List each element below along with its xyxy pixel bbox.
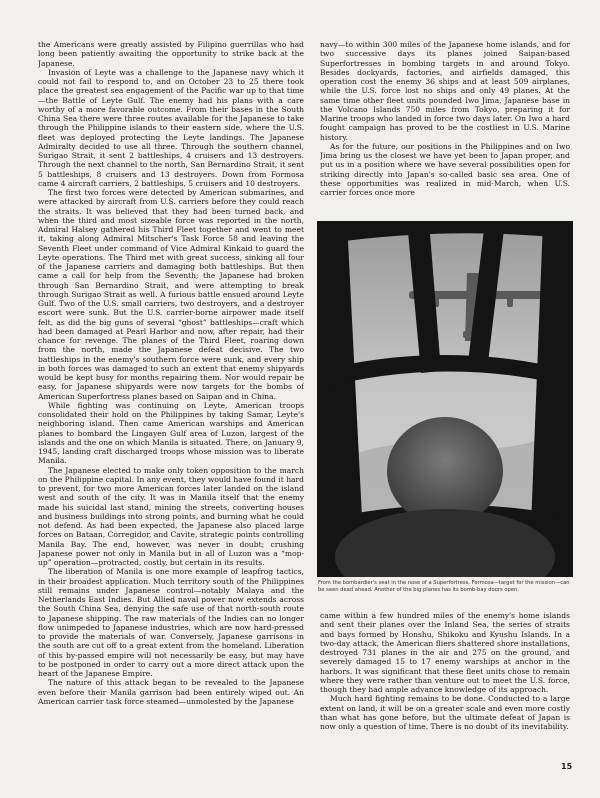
- paragraph: The first two forces were detected by American submarines, and were attacked by aircraft from U.S. carriers before they could reach the straits. It was believed that they had been turned back, and when the third and most sizeable force was reported in the north, Admiral Halsey gathered his Third Fleet together and went to meet it, taking along Admiral Mitscher's Task Force 58 and leaving the Seventh Fleet under command of Vice Admiral Kinkaid to guard the Leyte operations. The Third met with great success, sinking all four of the Japanese carriers and damaging both battleships. But then came a call for help from the Seventh; the Japanese had broken through San Bernardino Strait, and were attempting to break through Surigao Strait as well. A furious battle ensued around Leyte Gulf. Two of the U.S. small carriers, two destroyers, and a destroyer escort were sunk. But the U.S. carrier-borne airpower made itself felt, as did the big guns of several “ghost” battleships—craft which had been damaged at Pearl Harbor and now, after repair, had their chance for revenge. The planes of the Third Fleet, roaring down from the north, made the Japanese defeat decisive. The two battleships in the enemy's southern force were sunk, and every ship in both forces was damaged to such an extent that enemy shipyards would be kept busy for months repairing them. Nor would repair be easy, for Japanese shipyards were now targets for the bombs of American Superfortress planes based on Saipan and in China.: [38, 188, 304, 401]
- left-column: [38, 40, 304, 778]
- bombardier-head: [387, 417, 503, 525]
- page-number: 15: [561, 762, 573, 771]
- paragraph: The nature of this attack began to be revealed to the Japanese even before their Manila garrison had been entirely wiped out. An American carrier task force steamed—unmolested by the Japanese: [38, 678, 304, 706]
- paragraph: The Japanese elected to make only token opposition to the march on the Philippine capital. In any event, they would have found it hard to prevent, for two more American forces later landed on the island west and south of the city. It was in Manila itself that the enemy made his suicidal last stand, mining the streets, converting houses and business buildings into strong points, and burning what he could not defend. As had been expected, the Japanese also placed large forces on Bataan, Corregidor, and Cavite, strategic points controlling Manila Bay. The end, however, was never in doubt; crushing Japanese power not only in Manila but in all of Luzon was a “mop-up” operation—protracted, costly, but certain in its results.: [38, 465, 304, 567]
- right-column-bottom: [320, 611, 573, 771]
- paragraph: the Americans were greatly assisted by Filipino guerrillas who had long been patiently awaiting the opportunity to strike back at the Japanese.: [38, 40, 304, 68]
- paragraph: Invasion of Leyte was a challenge to the Japanese navy which it could not fail to respond to, and on October 23 to 25 there took place the greatest sea engagement of the Pacific war up to that time—the Battle of Leyte Gulf. The enemy had his plans with a care worthy of a more favorable outcome. From their bases in the South China Sea there were three routes available for the Japanese to take through the Philippine islands to their eastern side, where the U.S. fleet was deployed protecting the Leyte landings. The Japanese Admiralty decided to use all three. Through the southern channel, Surigao Strait, it sent 2 battleships, 4 cruisers and 13 destroyers. Through the next channel to the north, San Bernardino Strait, it sent 5 battleships, 8 cruisers and 13 destroyers. Down from Formosa came 4 aircraft carriers, 2 battleships, 5 cruisers and 10 destroyers.: [38, 67, 304, 188]
- paragraph: came within a few hundred miles of the enemy's home islands and sent their planes over the Inland Sea, the series of straits and bays formed by Honshu, Shikoku and Kyushu Islands. In a two-day attack, the American fliers shattered shore installations, destroyed 731 planes in the air and 275 on the ground, and severely damaged 15 to 17 enemy warships at anchor in the harbors. It was significant that these fleet units chose to remain where they were rather than venture out to meet the U.S. force, though they had ample advance knowledge of its approach.: [320, 611, 570, 694]
- paragraph: While fighting was continuing on Leyte, American troops consolidated their hold on the Philippines by taking Samar, Leyte's neighboring island. Then came American warships and American planes to bombard the Lingayen Gulf area of Luzon, largest of the islands and the one on which Manila is situated. There, on January 9, 1945, landing craft discharged troops whose mission was to liberate Manila.: [38, 400, 304, 466]
- paragraph: navy—to within 300 miles of the Japanese home islands, and for two successive days its planes joined Saipan-based Superfortresses in bombing targets in and around Tokyo. Besides dockyards, factories, and airfields damaged, this operation cost the enemy 36 ships and at least 509 airplanes, while the U.S. force lost no ships and only 49 planes. At the same time other fleet units pounded Iwo Jima, Japanese base in the Volcano Islands 750 miles from Tokyo, preparing it for Marine troops who landed in force two days later. On Iwo a hard fought campaign has proved to be the costliest in U.S. Marine history.: [320, 40, 570, 142]
- photo-caption: From the bombardier's seat in the nose of a Superfortress, Formosa—target for the mission—can be seen dead ahead. Another of the big planes has its bomb-bay doors open.: [318, 580, 570, 593]
- right-column-top: [320, 40, 570, 242]
- paragraph: The liberation of Manila is one more example of leapfrog tactics, in their broadest application. Much territory south of the Philippines still remains under Japanese control—notably Malaya and the Netherlands East Indies. But Allied naval power now extends across the South China Sea, denying the safe use of that north-south route to Japanese shipping. The raw materials of the Indies can no longer flow unimpeded to Japanese industries, which are now hard-pressed to provide the materials of war. Conversely, Japanese garrisons in the south are cut off to a great extent from the homeland. Liberation of this by-passed empire will not necessarily be easy, but may have to be postponed in order to carry out a more direct attack upon the heart of the Japanese Empire.: [38, 567, 304, 678]
- superfortress-photo: [317, 221, 573, 577]
- paragraph: Much hard fighting remains to be done. Conducted to a large extent on land, it will be on a greater scale and even more costly than what has gone before, but the ultimate defeat of Japan is now only a question of time. There is no doubt of its inevitability.: [320, 694, 570, 731]
- bombardier-view-illustration: [317, 221, 573, 577]
- paragraph: As for the future, our positions in the Philippines and on Iwo Jima bring us the closest we have yet been to Japan proper, and put us in a position where we have several possibilities open for striking directly into Japan's so-called basic sea area. One of these opportunities was realized in mid-March, when U.S. carrier forces once more: [320, 141, 570, 197]
